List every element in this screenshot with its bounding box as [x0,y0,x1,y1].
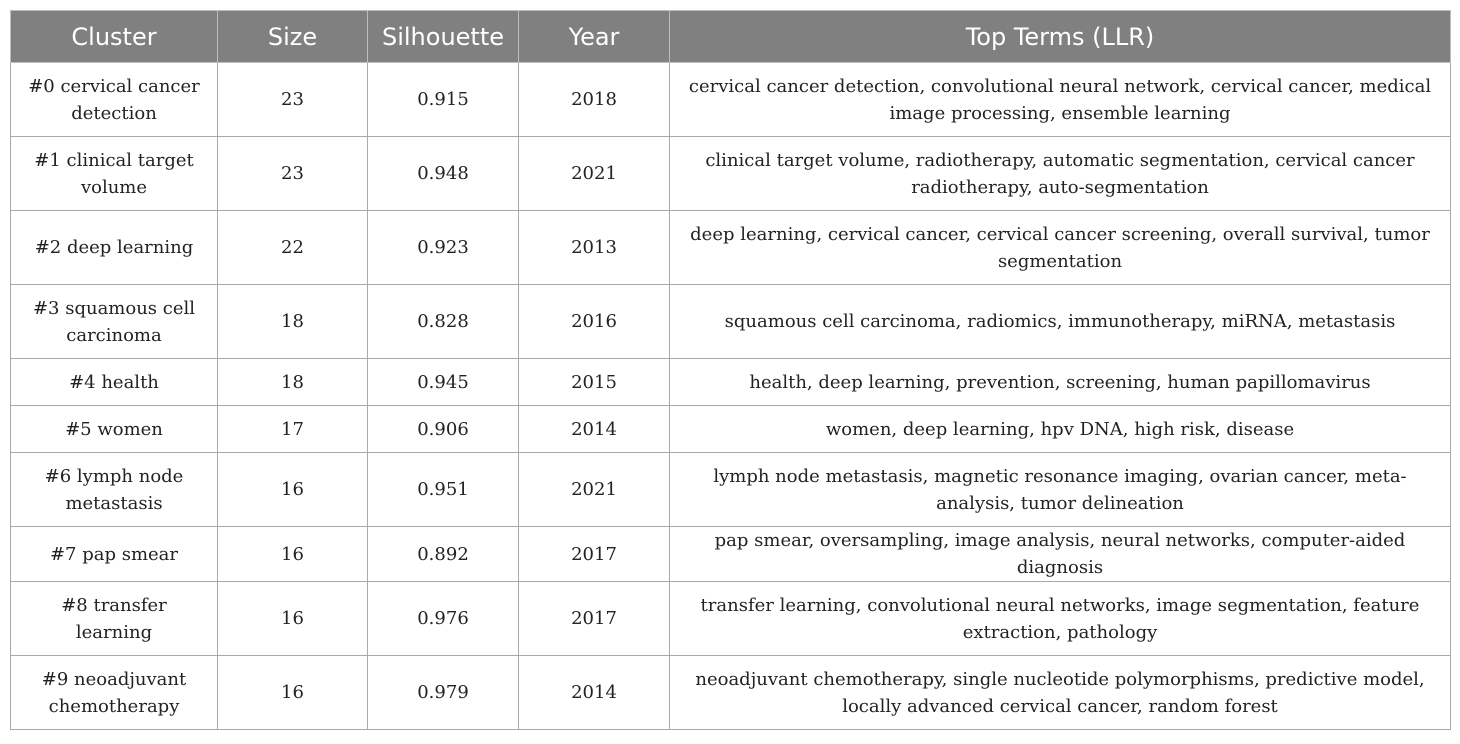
table-row [11,527,1451,582]
cluster-cell: #9 neoadjuvant chemotherapy [11,656,218,730]
table-row [11,211,1451,285]
cluster-cell: #4 health [11,359,218,406]
terms-cell: cervical cancer detection, convolutional neural network, cervical cancer, medical image processing, ensemble learning [670,63,1451,137]
silhouette-cell: 0.906 [368,406,519,453]
size-cell: 23 [218,63,368,137]
table-row [11,582,1451,656]
year-cell: 2013 [519,211,670,285]
silhouette-cell: 0.828 [368,285,519,359]
terms-cell: neoadjuvant chemotherapy, single nucleotide polymorphisms, predictive model, locally advanced cervical cancer, random forest [670,656,1451,730]
silhouette-cell: 0.923 [368,211,519,285]
size-cell: 18 [218,285,368,359]
table-row [11,137,1451,211]
cluster-cell: #6 lymph node metastasis [11,453,218,527]
table-row [11,656,1451,730]
size-cell: 23 [218,137,368,211]
terms-cell: health, deep learning, prevention, screening, human papillomavirus [670,359,1451,406]
table-row [11,406,1451,453]
terms-cell: lymph node metastasis, magnetic resonance imaging, ovarian cancer, meta-analysis, tumor delineation [670,453,1451,527]
cluster-cell: #8 transfer learning [11,582,218,656]
size-cell: 16 [218,656,368,730]
cluster-cell: #7 pap smear [11,527,218,582]
year-cell: 2015 [519,359,670,406]
silhouette-cell: 0.948 [368,137,519,211]
header-row [11,11,1451,63]
header-silhouette: Silhouette [368,11,519,63]
table-row [11,285,1451,359]
silhouette-cell: 0.976 [368,582,519,656]
table-row [11,359,1451,406]
cluster-cell: #5 women [11,406,218,453]
silhouette-cell: 0.951 [368,453,519,527]
silhouette-cell: 0.892 [368,527,519,582]
cluster-cell: #0 cervical cancer detection [11,63,218,137]
year-cell: 2021 [519,453,670,527]
year-cell: 2021 [519,137,670,211]
year-cell: 2018 [519,63,670,137]
cluster-cell: #2 deep learning [11,211,218,285]
terms-cell: deep learning, cervical cancer, cervical cancer screening, overall survival, tumor segmentation [670,211,1451,285]
terms-cell: clinical target volume, radiotherapy, automatic segmentation, cervical cancer radiotherapy, auto-segmentation [670,137,1451,211]
header-top-terms: Top Terms (LLR) [670,11,1451,63]
silhouette-cell: 0.915 [368,63,519,137]
terms-cell: pap smear, oversampling, image analysis, neural networks, computer-aided diagnosis [670,527,1451,582]
header-year: Year [519,11,670,63]
silhouette-cell: 0.979 [368,656,519,730]
size-cell: 18 [218,359,368,406]
year-cell: 2017 [519,582,670,656]
terms-cell: women, deep learning, hpv DNA, high risk, disease [670,406,1451,453]
size-cell: 16 [218,582,368,656]
size-cell: 22 [218,211,368,285]
silhouette-cell: 0.945 [368,359,519,406]
size-cell: 17 [218,406,368,453]
year-cell: 2014 [519,406,670,453]
cluster-cell: #3 squamous cell carcinoma [11,285,218,359]
cluster-cell: #1 clinical target volume [11,137,218,211]
table-row [11,63,1451,137]
year-cell: 2014 [519,656,670,730]
size-cell: 16 [218,453,368,527]
table-row [11,453,1451,527]
year-cell: 2017 [519,527,670,582]
year-cell: 2016 [519,285,670,359]
header-cluster: Cluster [11,11,218,63]
cluster-table [10,10,1451,730]
terms-cell: squamous cell carcinoma, radiomics, immunotherapy, miRNA, metastasis [670,285,1451,359]
terms-cell: transfer learning, convolutional neural networks, image segmentation, feature extraction, pathology [670,582,1451,656]
header-size: Size [218,11,368,63]
size-cell: 16 [218,527,368,582]
